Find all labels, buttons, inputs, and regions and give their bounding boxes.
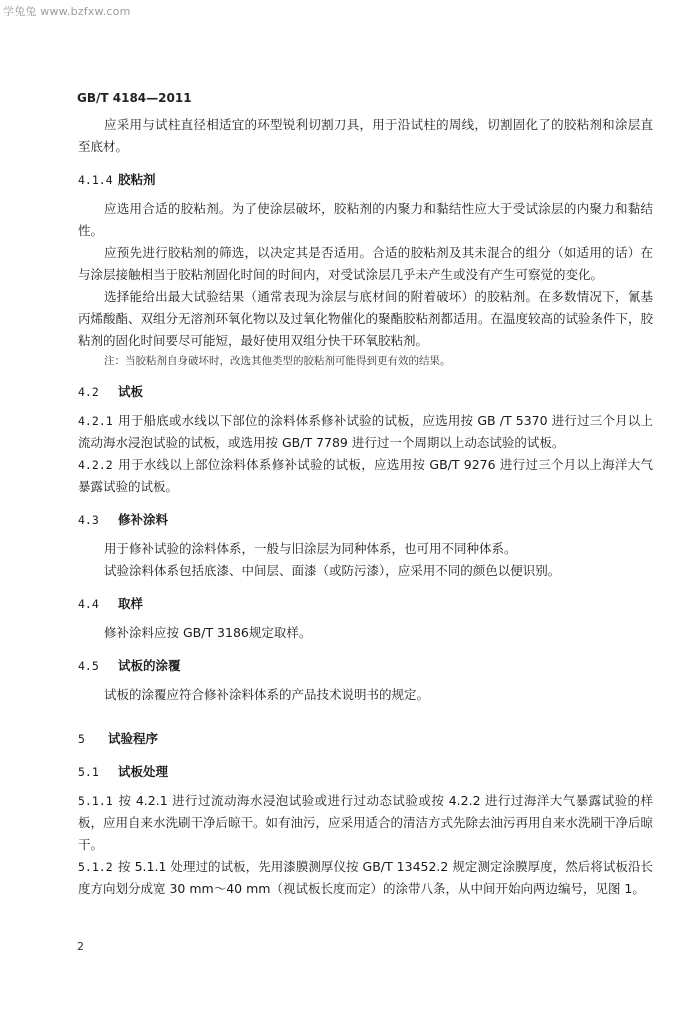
note-4-1-4: 注：当胶粘剂自身破坏时，改选其他类型的胶粘剂可能得到更有效的结果。	[104, 355, 451, 367]
heading-4-5	[78, 655, 653, 677]
heading-title: 胶粘剂	[118, 172, 156, 187]
standard-code: GB/T 4184—2011	[77, 91, 192, 105]
paragraph-4-3-b: 试验涂料体系包括底漆、中间层、面漆（或防污漆），应采用不同的颜色以便识别。	[104, 563, 561, 578]
heading-4-2	[78, 381, 653, 403]
heading-number: 4.3	[78, 513, 99, 527]
clause-text: 按 4.2.1 进行过流动海水浸泡试验或进行过动态试验或按 4.2.2 进行过海洋大气暴露试验的样板，应用自来水洗刷干净后晾干。如有油污，应采用适合的清洁方式先除去油污再用自来水洗刷干净后晾干。	[78, 793, 654, 852]
heading-5	[78, 728, 653, 750]
heading-title: 修补涂料	[118, 512, 169, 527]
clause-4-2-1	[78, 410, 653, 454]
clause-number: 4.2.1	[78, 414, 113, 428]
clause-5-1-2	[78, 856, 653, 900]
clause-5-1-1	[78, 790, 653, 856]
heading-number: 5.1	[78, 765, 99, 779]
heading-title: 试板	[118, 384, 144, 399]
clause-4-2-2	[78, 454, 653, 498]
paragraph-4-1-4-b: 应预先进行胶粘剂的筛选，以决定其是否适用。合适的胶粘剂及其未混合的组分（如适用的话）在与涂层接触相当于胶粘剂固化时间的时间内，对受试涂层几乎未产生或没有产生可察觉的变化。	[78, 245, 653, 282]
heading-number: 4.2	[78, 385, 99, 399]
heading-title: 取样	[118, 596, 144, 611]
heading-4-3	[78, 509, 653, 531]
paragraph-4-1-4-a: 应选用合适的胶粘剂。为了使涂层破坏，胶粘剂的内聚力和黏结性应大于受试涂层的内聚力和黏结性。	[78, 201, 653, 238]
heading-number: 5	[78, 732, 85, 746]
heading-4-1-4	[78, 169, 653, 191]
clause-text: 用于水线以上部位涂料体系修补试验的试板，应选用按 GB/T 9276 进行过三个月以上海洋大气暴露试验的试板。	[78, 457, 653, 494]
clause-text: 按 5.1.1 处理过的试板，先用漆膜测厚仪按 GB/T 13452.2 规定测定涂膜厚度，然后将试板沿长度方向划分成宽 30 mm～40 mm（视试板长度而定）的涂带八条，从中间开始向两边编号，见图 1。	[78, 859, 653, 896]
document-body	[78, 114, 653, 900]
heading-5-1	[78, 761, 653, 783]
heading-number: 4.5	[78, 659, 99, 673]
heading-title: 试板处理	[118, 764, 169, 779]
watermark: 学兔兔 www.bzfxw.com	[3, 5, 131, 18]
paragraph-4-5: 试板的涂覆应符合修补涂料体系的产品技术说明书的规定。	[104, 687, 430, 702]
heading-number: 4.1.4	[78, 173, 113, 187]
clause-number: 4.2.2	[78, 458, 113, 472]
paragraph-4-4: 修补涂料应按 GB/T 3186规定取样。	[104, 625, 312, 640]
heading-number: 4.4	[78, 597, 99, 611]
heading-4-4	[78, 593, 653, 615]
clause-number: 5.1.2	[78, 860, 113, 874]
heading-title: 试验程序	[108, 731, 159, 746]
paragraph-4-1-4-c: 选择能给出最大试验结果（通常表现为涂层与底材间的附着破坏）的胶粘剂。在多数情况下，氰基丙烯酸酯、双组分无溶剂环氧化物以及过氧化物催化的聚酯胶粘剂都适用。在温度较高的试验条件下，胶粘剂的固化时间要尽可能短，最好使用双组分快干环氧胶粘剂。	[78, 289, 654, 348]
paragraph-intro: 应采用与试柱直径相适宜的环型锐利切割刀具，用于沿试柱的周线，切割固化了的胶粘剂和涂层直至底材。	[78, 117, 653, 154]
clause-number: 5.1.1	[78, 794, 113, 808]
paragraph-4-3-a: 用于修补试验的涂料体系，一般与旧涂层为同种体系，也可用不同种体系。	[104, 541, 517, 556]
clause-text: 用于船底或水线以下部位的涂料体系修补试验的试板，应选用按 GB /T 5370 进行过三个月以上流动海水浸泡试验的试板，或选用按 GB/T 7789 进行过一个周期以上动态试验的试板。	[78, 413, 653, 450]
page-number: 2	[77, 940, 84, 953]
heading-title: 试板的涂覆	[118, 658, 181, 673]
